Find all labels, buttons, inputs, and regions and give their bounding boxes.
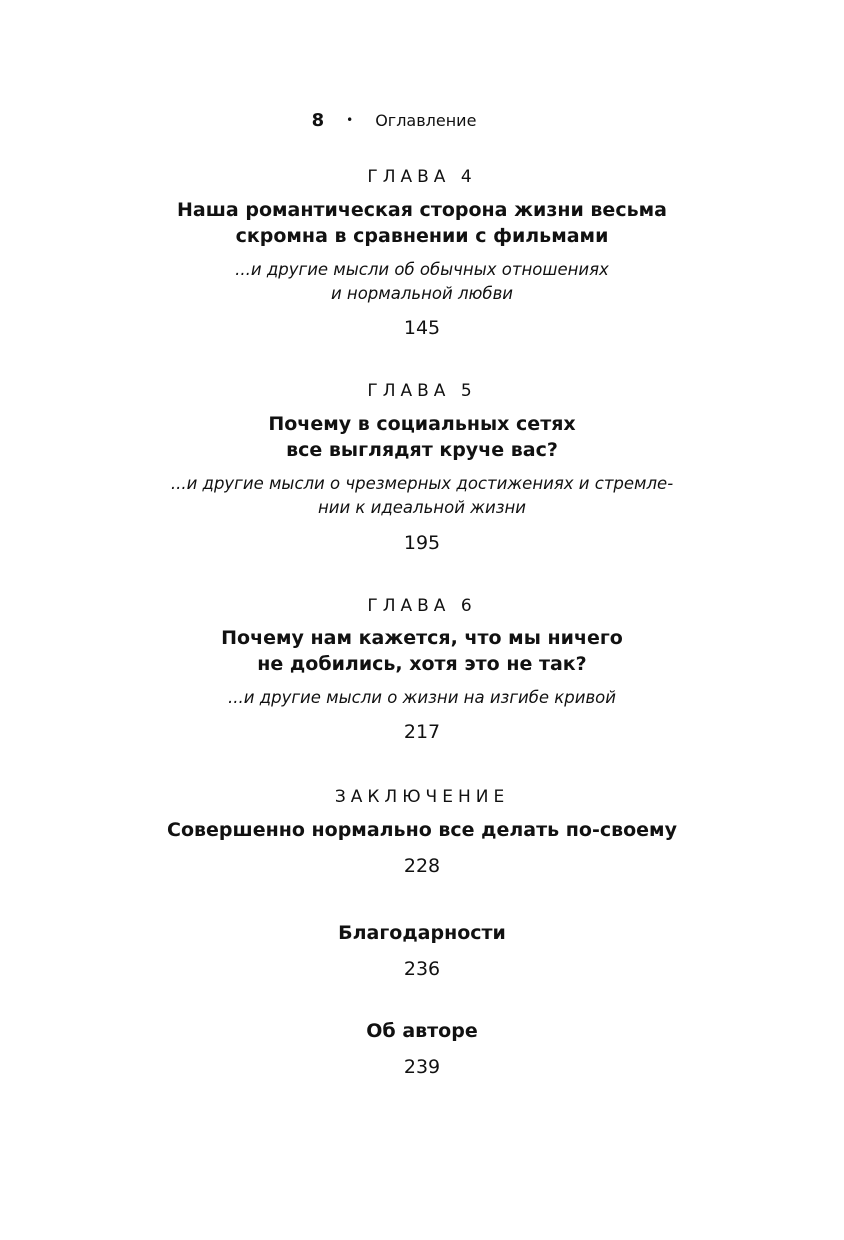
conclusion-title: Совершенно нормально все делать по-своему [167,819,677,841]
chapter-5-title-line-2: все выглядят круче вас? [286,439,558,461]
header-bullet: • [346,113,354,127]
chapter-4-page-number: 145 [403,317,441,339]
conclusion-page-number: 228 [403,855,441,877]
chapter-6-title-line-1: Почему нам кажется, что мы ничего [221,627,623,649]
chapter-4-title-line-2: скромна в сравнении с фильмами [235,225,609,247]
chapter-4-title-line-1: Наша романтическая сторона жизни весьма [177,199,667,221]
conclusion-label: ЗАКЛЮЧЕНИЕ [334,787,510,807]
chapter-4-label: ГЛАВА 4 [367,167,477,187]
acknowledgements-title: Благодарности [338,922,506,944]
header-page-number: 8 [311,109,325,131]
chapter-6-title-line-2: не добились, хотя это не так? [257,653,587,675]
chapter-5-label: ГЛАВА 5 [367,381,477,401]
chapter-5-subtitle-line-1: ...и другие мысли о чрезмерных достижениях и стремле- [170,474,674,493]
chapter-5-page-number: 195 [403,532,441,554]
about-author-title: Об авторе [366,1020,478,1042]
chapter-6-subtitle-line-1: ...и другие мысли о жизни на изгибе кривой [228,688,616,707]
chapter-4-subtitle-line-1: ...и другие мысли об обычных отношениях [235,260,609,279]
chapter-6-page-number: 217 [403,721,441,743]
chapter-5-subtitle-line-2: нии к идеальной жизни [317,498,527,517]
chapter-4-subtitle-line-2: и нормальной любви [330,284,514,303]
chapter-6-label: ГЛАВА 6 [367,596,477,616]
chapter-5-title-line-1: Почему в социальных сетях [268,413,576,435]
about-author-page-number: 239 [403,1056,441,1078]
running-header [0,108,844,132]
header-title: Оглавление [375,110,477,130]
acknowledgements-page-number: 236 [403,958,441,980]
